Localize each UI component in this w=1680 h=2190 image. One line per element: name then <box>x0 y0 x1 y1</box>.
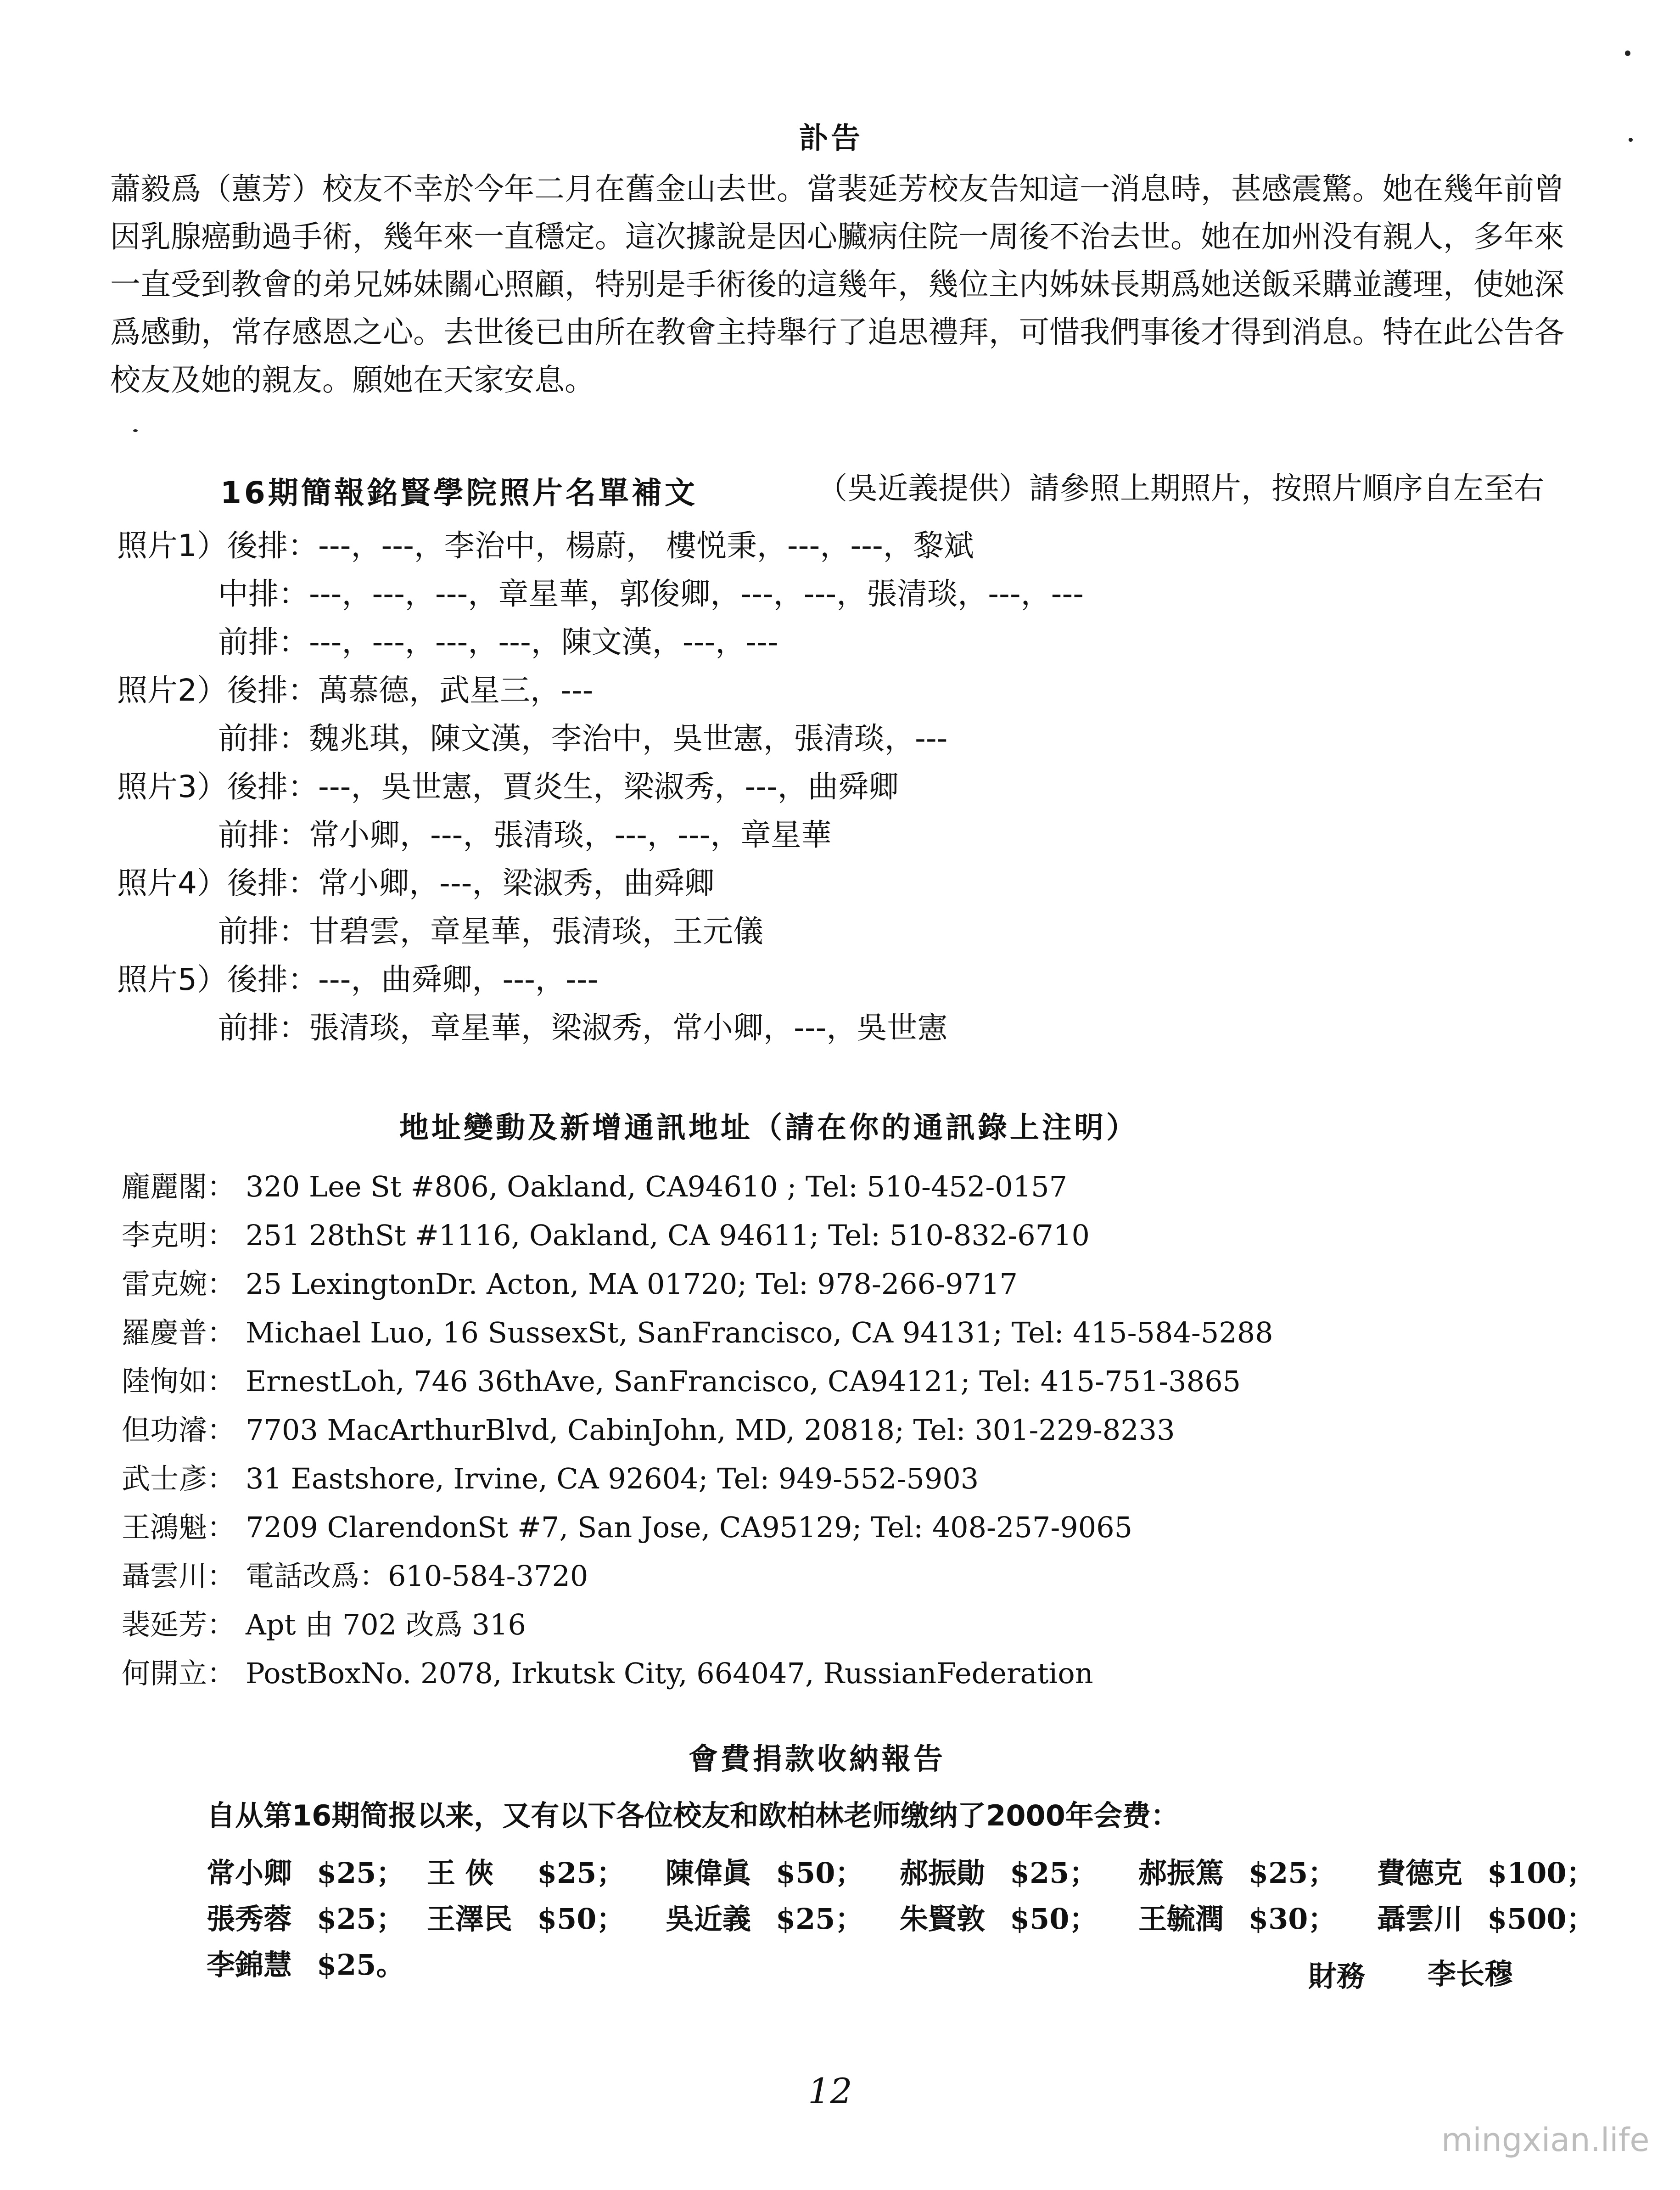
donor-name: 朱賢敦 <box>900 1902 986 1936</box>
obituary-text: 蕭毅爲（蕙芳）校友不幸於今年二月在舊金山去世。當裴延芳校友告知這一消息時，甚感震驚。她在幾年前曾因乳腺癌動過手術，幾年來一直穩定。這次據說是因心臟病住院一周後不治去世。她在加州没有親人，多年來一直受到教會的弟兄姊妹關心照顧，特别是手術後的這幾年，幾位主内姊妹長期爲她送飯采購並護理，使她深爲感動，常存感恩之心。去世後已由所在教會主持舉行了追思禮拜，可惜我們事後才得到消息。特在此公告各校友及她的親友。願她在天家安息。 <box>110 171 1564 398</box>
address-name: 李克明： <box>122 1219 236 1252</box>
address-detail: 31 Eastshore, Irvine, CA 92604; Tel: 949-552-5903 <box>246 1462 979 1495</box>
obituary-paragraph <box>110 165 1593 404</box>
photo-line <box>218 810 831 854</box>
photo-line-lead: 前排： <box>218 817 309 853</box>
donation-entry <box>900 1896 1098 1937</box>
donor-name: 費德克 <box>1377 1856 1463 1890</box>
donor-name: 常小卿 <box>207 1856 292 1890</box>
address-entry <box>122 1359 1241 1399</box>
photo-line-names: ---，---，---，---，陳文漢，---，--- <box>309 624 778 660</box>
donation-entry <box>666 1850 863 1891</box>
address-detail: 25 LexingtonDr. Acton, MA 01720; Tel: 978-266-9717 <box>246 1267 1018 1301</box>
donation-amount: $50； <box>1010 1902 1098 1936</box>
photo-line <box>218 1003 947 1047</box>
donation-entry <box>207 1896 404 1937</box>
photo-line-lead: 照片2）後排： <box>117 673 318 708</box>
photo-line <box>117 521 974 565</box>
photo-line-lead: 照片3）後排： <box>117 769 318 804</box>
address-name: 武士彥： <box>122 1462 236 1495</box>
donation-entry <box>1138 1850 1336 1891</box>
treasurer-label: 財務 <box>1308 1960 1366 1993</box>
photo-line-names: ---，曲舜卿，---，--- <box>318 962 599 997</box>
page-number: 12 <box>808 2071 852 2111</box>
photo-line-names: 甘碧雲，章星華，張清琰，王元儀 <box>309 914 763 949</box>
donor-name: 王毓潤 <box>1138 1902 1224 1936</box>
photo-line-lead: 前排： <box>218 721 309 756</box>
photo-line-names: 常小卿，---，張清琰，---，---，章星華 <box>309 817 832 853</box>
photo-line <box>218 907 763 950</box>
donation-amount: $30； <box>1249 1902 1337 1936</box>
photo-line-names: ---，---，李治中，楊蔚， 樓悦秉，---，---，黎斌 <box>318 528 974 563</box>
donation-entry <box>207 1942 404 1983</box>
donation-amount: $100； <box>1487 1856 1595 1890</box>
donation-amount: $25。 <box>317 1948 405 1982</box>
donor-name: 郝振勛 <box>900 1856 986 1890</box>
donation-amount: $25； <box>317 1902 405 1936</box>
address-entry <box>122 1310 1273 1351</box>
address-entry <box>122 1164 1067 1205</box>
donation-entry <box>427 1896 625 1937</box>
donation-amount: $25； <box>1249 1856 1337 1890</box>
photo-line <box>218 569 1084 613</box>
donation-entry <box>427 1850 625 1891</box>
address-entry <box>122 1407 1175 1448</box>
donation-title: 會費捐款收納報告 <box>689 1742 946 1776</box>
photo-line-names: ---，---，---，章星華，郭俊卿，---，---，張清琰，---，--- <box>309 576 1084 612</box>
address-name: 但功濬： <box>122 1413 236 1447</box>
photo-line-lead: 中排： <box>218 576 309 612</box>
donor-name: 郝振篤 <box>1138 1856 1224 1890</box>
donation-amount: $25； <box>1010 1856 1098 1890</box>
donation-amount: $50； <box>776 1856 864 1890</box>
donation-amount: $25； <box>537 1856 625 1890</box>
photo-line-names: 常小卿，---，梁淑秀，曲舜卿 <box>318 865 715 901</box>
donation-amount: $25； <box>317 1856 405 1890</box>
donation-entry <box>900 1850 1098 1891</box>
address-name: 王鴻魁： <box>122 1511 236 1544</box>
donation-entry <box>1377 1850 1595 1891</box>
photo-line <box>117 955 598 999</box>
address-detail: PostBoxNo. 2078, Irkutsk City, 664047, RussianFederation <box>246 1657 1093 1690</box>
donor-name: 李錦慧 <box>207 1948 292 1982</box>
photo-line <box>117 859 714 902</box>
address-section-title: 地址變動及新增通訊地址（請在你的通訊錄上注明） <box>399 1111 1138 1145</box>
address-detail: 320 Lee St #806, Oakland, CA94610 ; Tel: 510-452-0157 <box>246 1170 1068 1203</box>
photo-line <box>218 618 778 661</box>
donation-amount: $50； <box>537 1902 625 1936</box>
address-name: 何開立： <box>122 1657 236 1690</box>
address-detail: 7209 ClarendonSt #7, San Jose, CA95129; Tel: 408-257-9065 <box>246 1511 1133 1544</box>
photo-list-title: 16期簡報銘賢學院照片名單補文 <box>220 475 698 511</box>
address-detail: 7703 MacArthurBlvd, CabinJohn, MD, 20818; Tel: 301-229-8233 <box>246 1413 1175 1447</box>
address-entry <box>122 1505 1132 1545</box>
donation-entry <box>666 1896 863 1937</box>
donor-name: 王 俠 <box>427 1856 494 1890</box>
donation-entry <box>1377 1896 1595 1937</box>
address-entry <box>122 1602 526 1643</box>
address-name: 龐麗閣： <box>122 1170 236 1203</box>
donor-name: 王澤民 <box>427 1902 513 1936</box>
address-detail: Apt 由 702 改爲 316 <box>246 1608 526 1641</box>
scan-speck <box>1629 138 1633 142</box>
photo-list-subtitle: （吳近義提供）請參照上期照片，按照片順序自左至右 <box>817 471 1544 506</box>
photo-line-names: 萬慕德，武星三，--- <box>318 673 594 708</box>
scan-speck <box>1625 51 1630 56</box>
donation-amount: $500； <box>1487 1902 1595 1936</box>
photo-line-names: ---，吳世憲，賈炎生，梁淑秀，---，曲舜卿 <box>318 769 899 804</box>
donor-name: 聶雲川 <box>1377 1902 1463 1936</box>
address-name: 陸恂如： <box>122 1365 236 1398</box>
address-entry <box>122 1553 588 1594</box>
photo-line <box>117 762 899 806</box>
photo-line-lead: 前排： <box>218 1010 309 1045</box>
photo-line-names: 張清琰，章星華，梁淑秀，常小卿，---，吳世憲 <box>309 1010 948 1045</box>
address-detail: 251 28thSt #1116, Oakland, CA 94611; Tel: 510-832-6710 <box>246 1219 1090 1252</box>
photo-line-names: 魏兆琪，陳文漢，李治中，吳世憲，張清琰，--- <box>309 721 948 756</box>
address-entry <box>122 1261 1018 1302</box>
photo-line <box>218 714 947 758</box>
donation-entry <box>207 1850 404 1891</box>
photo-line-lead: 照片1）後排： <box>117 528 318 563</box>
address-detail: 電話改爲：610-584-3720 <box>246 1559 588 1593</box>
scan-speck <box>133 429 138 432</box>
photo-line-lead: 前排： <box>218 914 309 949</box>
address-name: 雷克婉： <box>122 1267 236 1301</box>
address-detail: ErnestLoh, 746 36thAve, SanFrancisco, CA94121; Tel: 415-751-3865 <box>246 1365 1241 1398</box>
donor-name: 陳偉眞 <box>666 1856 751 1890</box>
donation-amount: $25； <box>776 1902 864 1936</box>
photo-line-lead: 照片5）後排： <box>117 962 318 997</box>
donation-intro: 自从第16期简报以来，又有以下各位校友和欧柏林老师缴纳了2000年会费： <box>207 1799 1179 1832</box>
photo-line <box>117 666 593 709</box>
address-name: 羅慶普： <box>122 1316 236 1349</box>
address-name: 裴延芳： <box>122 1608 236 1641</box>
address-entry <box>122 1213 1090 1253</box>
treasurer-name: 李长穆 <box>1428 1957 1513 1991</box>
photo-line-lead: 照片4）後排： <box>117 865 318 901</box>
donor-name: 吳近義 <box>666 1902 751 1936</box>
address-entry <box>122 1651 1093 1691</box>
donation-entry <box>1138 1896 1336 1937</box>
photo-line-lead: 前排： <box>218 624 309 660</box>
obituary-title: 訃告 <box>799 122 863 156</box>
watermark: mingxian.life <box>1441 2121 1650 2159</box>
address-entry <box>122 1456 979 1497</box>
address-name: 聶雲川： <box>122 1559 236 1593</box>
donor-name: 張秀蓉 <box>207 1902 292 1936</box>
address-detail: Michael Luo, 16 SussexSt, SanFrancisco, CA 94131; Tel: 415-584-5288 <box>246 1316 1273 1349</box>
